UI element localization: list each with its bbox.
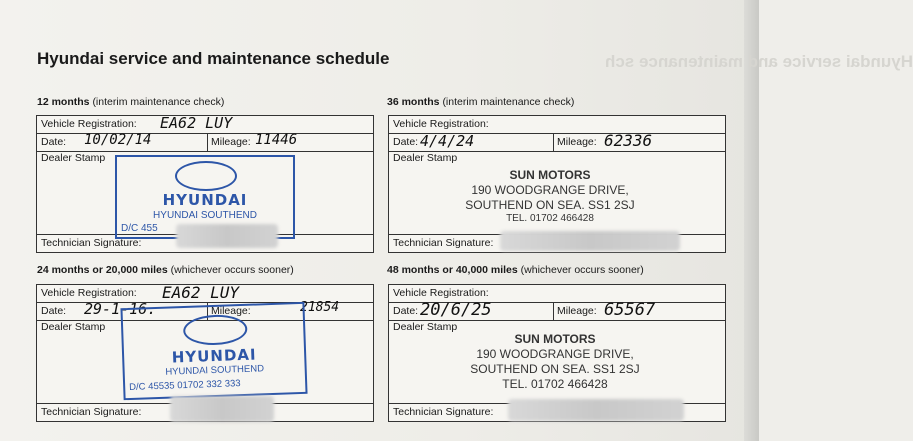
section-subheading: (whichever occurs sooner) — [520, 264, 644, 276]
technician-signature-label: Technician Signature: — [41, 237, 142, 249]
stamp-city: SOUTHEND ON SEA. SS1 2SJ — [465, 198, 635, 212]
dealer-stamp-label: Dealer Stamp — [393, 152, 458, 164]
mileage-label: Mileage: — [211, 305, 251, 317]
handwritten-date: 4/4/24 — [420, 132, 475, 150]
sun-motors-stamp — [430, 332, 680, 392]
handwritten-mileage: 65567 — [604, 300, 656, 320]
sun-motors-stamp — [430, 168, 670, 226]
dealer-stamp-label: Dealer Stamp — [41, 152, 106, 164]
section-heading-24-months — [37, 264, 294, 276]
redacted-signature — [508, 399, 684, 421]
hyundai-dealer-stamp — [120, 302, 307, 400]
date-label: Date: — [393, 136, 419, 148]
registration-label: Vehicle Registration: — [393, 287, 489, 299]
technician-signature-label: Technician Signature: — [393, 406, 494, 418]
section-heading-text: 12 months — [37, 96, 90, 108]
registration-label: Vehicle Registration: — [393, 118, 489, 130]
section-heading-text: 36 months — [387, 96, 440, 108]
section-heading-12-months — [37, 96, 224, 108]
date-label: Date: — [393, 305, 419, 317]
redacted-signature — [176, 224, 278, 248]
stamp-dealer-code: D/C 455 — [121, 223, 158, 234]
date-label: Date: — [41, 305, 67, 317]
mileage-label: Mileage: — [211, 136, 251, 148]
handwritten-date: 29-1-16. — [84, 300, 157, 318]
stamp-address: 190 WOODGRANGE DRIVE, — [471, 183, 629, 197]
stamp-city: SOUTHEND ON SEA. SS1 2SJ — [470, 362, 640, 376]
dealer-stamp-label: Dealer Stamp — [41, 321, 106, 333]
technician-signature-label: Technician Signature: — [393, 237, 494, 249]
redacted-signature — [170, 396, 274, 422]
section-heading-text: 48 months or 40,000 miles — [387, 264, 518, 276]
cell-divider — [553, 303, 554, 320]
section-heading-48-months — [387, 264, 644, 276]
mileage-label: Mileage: — [557, 305, 597, 317]
stamp-address: 190 WOODGRANGE DRIVE, — [476, 347, 634, 361]
handwritten-date: 10/02/14 — [84, 132, 152, 148]
hyundai-logo-icon — [183, 314, 248, 346]
registration-label: Vehicle Registration: — [41, 287, 137, 299]
stamp-brand: HYUNDAI — [171, 345, 257, 367]
stamp-dealer-name: HYUNDAI SOUTHEND — [153, 210, 257, 221]
bleed-through-text: Hyundai service and maintenance sch — [605, 52, 913, 71]
handwritten-mileage: 11446 — [255, 132, 298, 148]
stamp-phone: TEL. 01702 466428 — [506, 213, 594, 224]
registration-label: Vehicle Registration: — [41, 118, 137, 130]
section-heading-text: 24 months or 20,000 miles — [37, 264, 168, 276]
stamp-dealer-name: SUN MOTORS — [509, 168, 591, 182]
handwritten-mileage: 21854 — [300, 300, 340, 315]
technician-signature-label: Technician Signature: — [41, 406, 142, 418]
redacted-signature — [500, 231, 680, 251]
section-heading-36-months — [387, 96, 574, 108]
section-subheading: (interim maintenance check) — [92, 96, 225, 108]
stamp-dealer-code: D/C 45535 01702 332 333 — [129, 378, 241, 393]
cell-divider — [207, 134, 208, 151]
date-label: Date: — [41, 136, 67, 148]
section-subheading: (interim maintenance check) — [442, 96, 575, 108]
mileage-label: Mileage: — [557, 136, 597, 148]
stamp-dealer-name: HYUNDAI SOUTHEND — [165, 363, 265, 378]
handwritten-registration: EA62 LUY — [162, 283, 240, 302]
stamp-brand: HYUNDAI — [162, 191, 248, 209]
hyundai-logo-icon — [175, 161, 237, 191]
stamp-dealer-name: SUN MOTORS — [514, 332, 596, 346]
handwritten-registration: EA62 LUY — [160, 114, 233, 132]
handwritten-mileage: 62336 — [604, 131, 653, 150]
section-subheading: (whichever occurs sooner) — [170, 264, 294, 276]
cell-divider — [553, 134, 554, 151]
page-title: Hyundai service and maintenance schedule — [37, 49, 390, 68]
dealer-stamp-label: Dealer Stamp — [393, 321, 458, 333]
stamp-phone: TEL. 01702 466428 — [502, 377, 608, 391]
handwritten-date: 20/6/25 — [420, 300, 492, 320]
